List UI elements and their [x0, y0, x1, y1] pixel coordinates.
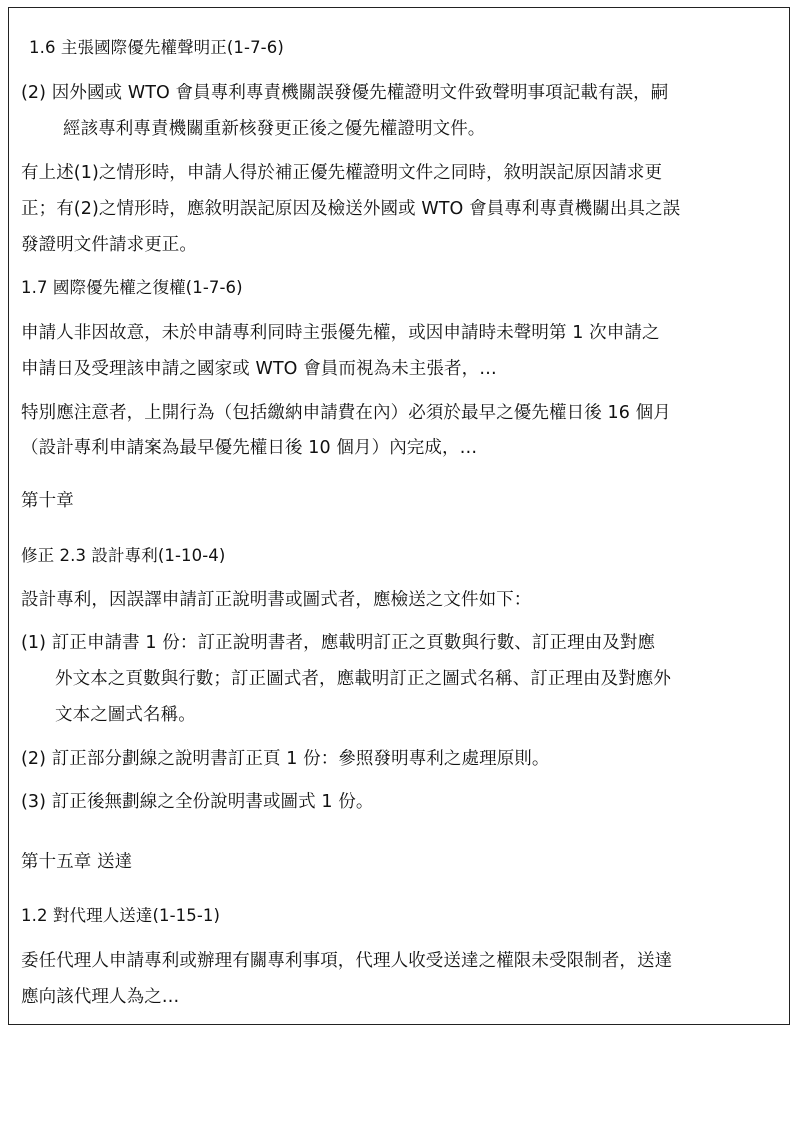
- section-1-6-heading: 1.6 主張國際優先權聲明正(1-7-6): [29, 38, 284, 57]
- section-1-2-heading: 1.2 對代理人送達(1-15-1): [21, 906, 221, 925]
- section-2-3-item-3: (3) 訂正後無劃線之全份說明書或圖式 1 份。: [21, 792, 374, 812]
- chapter-15-heading: 第十五章 送達: [21, 852, 133, 872]
- section-1-2-paragraph-line-1: 委任代理人申請專利或辦理有關專利事項，代理人收受送達之權限未受限制者，送達: [21, 951, 673, 971]
- section-2-3-item-1-line-3: 文本之圖式名稱。: [55, 705, 196, 725]
- document-frame: [8, 7, 790, 1025]
- section-1-7-paragraph-1-line-1: 申請人非因故意，未於申請專利同時主張優先權，或因申請時未聲明第 1 次申請之: [21, 323, 660, 343]
- section-2-3-item-2: (2) 訂正部分劃線之說明書訂正頁 1 份：參照發明專利之處理原則。: [21, 749, 550, 769]
- section-1-7-paragraph-1-line-2: 申請日及受理該申請之國家或 WTO 會員而視為未主張者，…: [21, 359, 497, 379]
- section-1-7-paragraph-2-line-2: （設計專利申請案為最早優先權日後 10 個月）內完成，…: [21, 438, 478, 458]
- section-1-6-item-2-line-1: (2) 因外國或 WTO 會員專利專責機關誤發優先權證明文件致聲明事項記載有誤，嗣: [21, 83, 669, 103]
- chapter-10-heading: 第十章: [21, 491, 74, 511]
- section-1-6-item-2-line-2: 經該專利專責機關重新核發更正後之優先權證明文件。: [63, 119, 486, 139]
- section-1-6-paragraph-line-3: 發證明文件請求更正。: [21, 235, 197, 255]
- section-1-7-heading: 1.7 國際優先權之復權(1-7-6): [21, 278, 243, 297]
- section-1-6-paragraph-line-1: 有上述(1)之情形時，申請人得於補正優先權證明文件之同時，敘明誤記原因請求更: [21, 163, 663, 183]
- section-1-7-paragraph-2-line-1: 特別應注意者，上開行為（包括繳納申請費在內）必須於最早之優先權日後 16 個月: [21, 403, 671, 423]
- section-1-6-paragraph-line-2: 正；有(2)之情形時，應敘明誤記原因及檢送外國或 WTO 會員專利專責機關出具之誤: [21, 199, 681, 219]
- section-2-3-intro: 設計專利，因誤譯申請訂正說明書或圖式者，應檢送之文件如下：: [21, 590, 532, 610]
- section-2-3-item-1-line-2: 外文本之頁數與行數；訂正圖式者，應載明訂正之圖式名稱、訂正理由及對應外: [55, 669, 671, 689]
- section-2-3-heading: 修正 2.3 設計專利(1-10-4): [21, 546, 226, 565]
- section-2-3-item-1-line-1: (1) 訂正申請書 1 份：訂正說明書者，應載明訂正之頁數與行數、訂正理由及對應: [21, 633, 656, 653]
- section-1-2-paragraph-line-2: 應向該代理人為之…: [21, 987, 180, 1007]
